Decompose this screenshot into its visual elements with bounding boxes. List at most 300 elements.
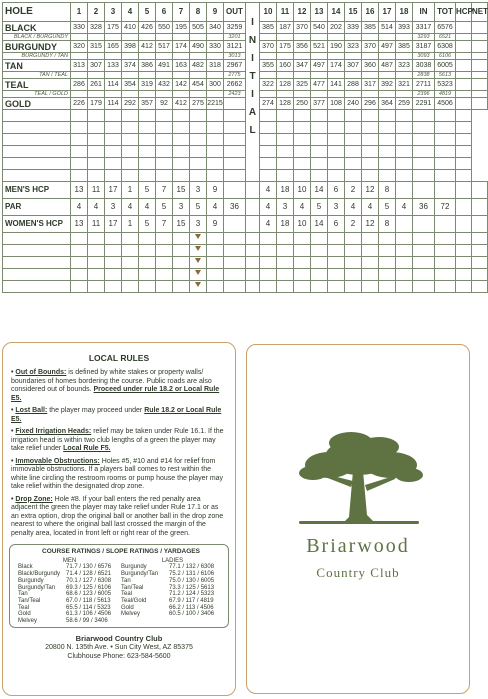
score-cell[interactable] xyxy=(379,110,396,122)
score-cell[interactable] xyxy=(396,110,413,122)
score-cell[interactable] xyxy=(456,146,472,158)
score-cell[interactable] xyxy=(345,233,362,245)
score-cell[interactable] xyxy=(472,233,488,245)
score-cell[interactable] xyxy=(260,122,277,134)
score-cell[interactable] xyxy=(311,245,328,257)
score-cell[interactable] xyxy=(173,245,190,257)
par-cell: 5 xyxy=(311,199,328,216)
score-cell[interactable] xyxy=(71,110,88,122)
ratings-ladies-header: LADIES xyxy=(161,557,184,564)
score-cell[interactable] xyxy=(71,146,88,158)
score-cell[interactable] xyxy=(294,233,311,245)
club-phone: Clubhouse Phone: 623-584-5600 xyxy=(67,652,171,660)
score-cell[interactable] xyxy=(156,134,173,146)
score-cell[interactable] xyxy=(413,122,435,134)
yardage-cell: 454 xyxy=(190,79,207,91)
score-cell[interactable] xyxy=(362,281,379,293)
score-cell[interactable] xyxy=(88,245,105,257)
score-cell[interactable] xyxy=(190,122,207,134)
score-cell[interactable] xyxy=(224,269,246,281)
score-cell[interactable] xyxy=(190,281,207,293)
yardage-cell: 259 xyxy=(396,98,413,110)
score-cell[interactable] xyxy=(328,233,345,245)
rating-tee: Melvey xyxy=(121,611,141,618)
score-cell[interactable] xyxy=(71,158,88,170)
score-cell[interactable] xyxy=(294,269,311,281)
score-cell[interactable] xyxy=(207,158,224,170)
womens-hcp-cell: 17 xyxy=(105,216,122,233)
score-cell[interactable] xyxy=(224,281,246,293)
womens-hcp-cell: 3 xyxy=(190,216,207,233)
score-cell[interactable] xyxy=(122,257,139,269)
score-cell[interactable] xyxy=(71,134,88,146)
score-cell[interactable] xyxy=(277,170,294,182)
combo-blank xyxy=(260,72,277,79)
score-cell[interactable] xyxy=(396,269,413,281)
score-cell[interactable] xyxy=(71,269,88,281)
score-cell[interactable] xyxy=(379,233,396,245)
score-cell[interactable] xyxy=(456,110,472,122)
score-cell[interactable] xyxy=(88,134,105,146)
score-cell[interactable] xyxy=(260,269,277,281)
score-cell[interactable] xyxy=(396,281,413,293)
score-cell[interactable] xyxy=(260,110,277,122)
yardage-cell: 2215 xyxy=(207,98,224,110)
score-cell[interactable] xyxy=(435,257,456,269)
score-cell[interactable] xyxy=(139,134,156,146)
score-cell[interactable] xyxy=(435,134,456,146)
score-cell[interactable] xyxy=(224,158,246,170)
score-cell[interactable] xyxy=(156,170,173,182)
score-cell[interactable] xyxy=(472,245,488,257)
score-cell[interactable] xyxy=(105,269,122,281)
score-cell[interactable] xyxy=(260,158,277,170)
score-cell[interactable] xyxy=(379,122,396,134)
rating-tee: Tan/Teal xyxy=(18,597,41,604)
score-cell[interactable] xyxy=(207,245,224,257)
score-cell[interactable] xyxy=(173,158,190,170)
score-cell[interactable] xyxy=(88,269,105,281)
score-cell[interactable] xyxy=(328,269,345,281)
in-yardage: 3038 xyxy=(413,60,435,72)
score-cell[interactable] xyxy=(345,146,362,158)
par-cell: 3 xyxy=(277,199,294,216)
score-cell[interactable] xyxy=(139,110,156,122)
yardage-cell: 393 xyxy=(396,22,413,34)
score-cell[interactable] xyxy=(190,110,207,122)
score-cell[interactable] xyxy=(105,134,122,146)
score-cell[interactable] xyxy=(311,110,328,122)
score-cell[interactable] xyxy=(156,281,173,293)
score-cell[interactable] xyxy=(472,257,488,269)
score-cell[interactable] xyxy=(3,170,71,182)
score-cell[interactable] xyxy=(173,233,190,245)
score-cell[interactable] xyxy=(277,233,294,245)
score-cell[interactable] xyxy=(3,110,71,122)
score-cell[interactable] xyxy=(190,233,207,245)
score-cell[interactable] xyxy=(311,158,328,170)
rating-row xyxy=(121,578,224,585)
score-cell[interactable] xyxy=(413,269,435,281)
score-cell[interactable] xyxy=(294,281,311,293)
score-cell[interactable] xyxy=(156,257,173,269)
score-cell[interactable] xyxy=(277,281,294,293)
score-cell[interactable] xyxy=(71,257,88,269)
score-cell[interactable] xyxy=(139,170,156,182)
score-cell[interactable] xyxy=(345,269,362,281)
score-cell[interactable] xyxy=(88,158,105,170)
score-cell[interactable] xyxy=(362,158,379,170)
score-cell[interactable] xyxy=(173,269,190,281)
score-cell[interactable] xyxy=(362,122,379,134)
score-cell[interactable] xyxy=(396,134,413,146)
score-cell[interactable] xyxy=(435,233,456,245)
score-cell[interactable] xyxy=(139,122,156,134)
score-cell[interactable] xyxy=(122,158,139,170)
score-cell[interactable] xyxy=(3,146,71,158)
score-cell[interactable] xyxy=(88,257,105,269)
score-cell[interactable] xyxy=(413,233,435,245)
score-cell[interactable] xyxy=(156,269,173,281)
score-cell[interactable] xyxy=(3,134,71,146)
score-cell[interactable] xyxy=(413,245,435,257)
ratings-men-header: MEN xyxy=(62,557,77,564)
score-cell[interactable] xyxy=(105,110,122,122)
score-cell[interactable] xyxy=(122,170,139,182)
score-cell[interactable] xyxy=(207,146,224,158)
score-cell[interactable] xyxy=(379,281,396,293)
score-cell[interactable] xyxy=(379,245,396,257)
score-cell[interactable] xyxy=(294,158,311,170)
score-cell[interactable] xyxy=(173,146,190,158)
score-cell[interactable] xyxy=(122,281,139,293)
score-cell[interactable] xyxy=(413,170,435,182)
score-cell[interactable] xyxy=(435,170,456,182)
score-cell[interactable] xyxy=(207,281,224,293)
score-cell[interactable] xyxy=(156,110,173,122)
score-cell[interactable] xyxy=(88,110,105,122)
score-cell[interactable] xyxy=(207,257,224,269)
rating-row xyxy=(18,611,121,618)
score-cell[interactable] xyxy=(362,269,379,281)
score-cell[interactable] xyxy=(139,146,156,158)
score-cell[interactable] xyxy=(71,281,88,293)
score-cell[interactable] xyxy=(379,158,396,170)
score-cell[interactable] xyxy=(345,281,362,293)
score-cell[interactable] xyxy=(190,170,207,182)
score-cell[interactable] xyxy=(71,233,88,245)
score-cell[interactable] xyxy=(277,269,294,281)
score-cell[interactable] xyxy=(311,269,328,281)
score-cell[interactable] xyxy=(173,170,190,182)
score-cell[interactable] xyxy=(294,110,311,122)
score-cell[interactable] xyxy=(260,245,277,257)
score-cell[interactable] xyxy=(379,134,396,146)
score-cell[interactable] xyxy=(156,158,173,170)
score-cell[interactable] xyxy=(362,134,379,146)
score-cell[interactable] xyxy=(379,269,396,281)
score-cell[interactable] xyxy=(435,146,456,158)
score-cell[interactable] xyxy=(456,122,472,134)
score-cell[interactable] xyxy=(345,134,362,146)
score-cell[interactable] xyxy=(345,110,362,122)
score-cell[interactable] xyxy=(156,245,173,257)
score-cell[interactable] xyxy=(190,134,207,146)
score-cell[interactable] xyxy=(413,110,435,122)
score-cell[interactable] xyxy=(88,281,105,293)
score-cell[interactable] xyxy=(328,281,345,293)
hole-number: 13 xyxy=(311,3,328,22)
score-cell[interactable] xyxy=(190,269,207,281)
score-cell[interactable] xyxy=(435,245,456,257)
score-cell[interactable] xyxy=(173,122,190,134)
score-cell[interactable] xyxy=(277,110,294,122)
score-cell[interactable] xyxy=(139,158,156,170)
score-cell[interactable] xyxy=(294,170,311,182)
score-cell[interactable] xyxy=(413,134,435,146)
score-cell[interactable] xyxy=(345,170,362,182)
combo-out: 3201 xyxy=(224,34,246,41)
score-cell[interactable] xyxy=(362,233,379,245)
combo-blank xyxy=(277,53,294,60)
score-cell[interactable] xyxy=(122,245,139,257)
score-cell[interactable] xyxy=(224,146,246,158)
score-cell[interactable] xyxy=(328,158,345,170)
score-cell[interactable] xyxy=(3,257,71,269)
score-cell[interactable] xyxy=(139,257,156,269)
score-cell[interactable] xyxy=(260,134,277,146)
score-cell[interactable] xyxy=(435,110,456,122)
score-cell[interactable] xyxy=(294,245,311,257)
score-cell[interactable] xyxy=(396,245,413,257)
score-cell[interactable] xyxy=(173,257,190,269)
score-cell[interactable] xyxy=(207,134,224,146)
score-cell[interactable] xyxy=(294,134,311,146)
score-cell[interactable] xyxy=(139,233,156,245)
score-cell[interactable] xyxy=(224,110,246,122)
score-cell[interactable] xyxy=(207,269,224,281)
score-cell[interactable] xyxy=(122,122,139,134)
score-cell[interactable] xyxy=(260,281,277,293)
score-cell[interactable] xyxy=(311,134,328,146)
combo-blank xyxy=(311,72,328,79)
score-cell[interactable] xyxy=(396,257,413,269)
score-cell[interactable] xyxy=(311,281,328,293)
score-cell[interactable] xyxy=(413,257,435,269)
score-cell[interactable] xyxy=(456,269,472,281)
yardage-cell: 292 xyxy=(122,98,139,110)
score-cell[interactable] xyxy=(456,134,472,146)
score-cell[interactable] xyxy=(224,122,246,134)
score-cell[interactable] xyxy=(311,170,328,182)
score-cell[interactable] xyxy=(139,245,156,257)
in-header: IN xyxy=(413,3,435,22)
score-cell[interactable] xyxy=(311,146,328,158)
score-cell[interactable] xyxy=(224,257,246,269)
score-cell[interactable] xyxy=(328,134,345,146)
score-cell[interactable] xyxy=(139,281,156,293)
score-cell[interactable] xyxy=(3,281,71,293)
yardage-cell: 174 xyxy=(328,60,345,72)
hole-number: 9 xyxy=(207,3,224,22)
score-cell[interactable] xyxy=(435,281,456,293)
score-cell[interactable] xyxy=(413,158,435,170)
score-cell[interactable] xyxy=(190,245,207,257)
score-cell[interactable] xyxy=(328,257,345,269)
score-cell[interactable] xyxy=(156,122,173,134)
score-cell[interactable] xyxy=(456,233,472,245)
score-cell[interactable] xyxy=(379,257,396,269)
score-cell[interactable] xyxy=(362,245,379,257)
score-cell[interactable] xyxy=(396,170,413,182)
score-cell[interactable] xyxy=(328,170,345,182)
score-cell[interactable] xyxy=(71,122,88,134)
yardage-cell: 174 xyxy=(173,41,190,53)
score-cell[interactable] xyxy=(122,134,139,146)
score-cell[interactable] xyxy=(311,257,328,269)
score-cell[interactable] xyxy=(472,269,488,281)
score-cell[interactable] xyxy=(396,158,413,170)
hole-number: 15 xyxy=(345,3,362,22)
score-cell[interactable] xyxy=(71,170,88,182)
score-cell[interactable] xyxy=(277,146,294,158)
yardage-cell: 187 xyxy=(277,22,294,34)
score-cell[interactable] xyxy=(122,146,139,158)
score-cell[interactable] xyxy=(224,134,246,146)
score-cell[interactable] xyxy=(122,269,139,281)
score-cell[interactable] xyxy=(88,146,105,158)
yardage-cell: 288 xyxy=(345,79,362,91)
score-cell[interactable] xyxy=(345,122,362,134)
score-cell[interactable] xyxy=(224,233,246,245)
score-cell[interactable] xyxy=(294,257,311,269)
score-cell[interactable] xyxy=(173,281,190,293)
score-cell[interactable] xyxy=(472,281,488,293)
mens-hcp-cell: 3 xyxy=(190,182,207,199)
score-cell[interactable] xyxy=(88,122,105,134)
score-cell[interactable] xyxy=(379,170,396,182)
score-cell[interactable] xyxy=(3,233,71,245)
score-cell[interactable] xyxy=(328,122,345,134)
score-cell[interactable] xyxy=(3,245,71,257)
score-cell[interactable] xyxy=(277,245,294,257)
score-cell[interactable] xyxy=(122,233,139,245)
par-out: 36 xyxy=(224,199,246,216)
combo-blank xyxy=(396,72,413,79)
yardage-cell: 133 xyxy=(105,60,122,72)
score-cell[interactable] xyxy=(328,146,345,158)
score-cell[interactable] xyxy=(260,170,277,182)
score-cell[interactable] xyxy=(345,257,362,269)
score-cell[interactable] xyxy=(88,233,105,245)
score-cell[interactable] xyxy=(224,170,246,182)
score-cell[interactable] xyxy=(277,257,294,269)
in-yardage: 3317 xyxy=(413,22,435,34)
combo-in: 3093 xyxy=(413,53,435,60)
score-cell[interactable] xyxy=(105,122,122,134)
score-cell[interactable] xyxy=(173,134,190,146)
score-cell[interactable] xyxy=(456,257,472,269)
score-cell[interactable] xyxy=(207,233,224,245)
score-cell[interactable] xyxy=(71,245,88,257)
womens-hcp-cell: 18 xyxy=(277,216,294,233)
score-cell[interactable] xyxy=(156,233,173,245)
score-cell[interactable] xyxy=(277,158,294,170)
score-cell[interactable] xyxy=(3,122,71,134)
score-cell[interactable] xyxy=(379,146,396,158)
score-cell[interactable] xyxy=(456,245,472,257)
score-cell[interactable] xyxy=(362,170,379,182)
score-cell[interactable] xyxy=(396,122,413,134)
score-cell[interactable] xyxy=(362,146,379,158)
score-cell[interactable] xyxy=(3,269,71,281)
score-cell[interactable] xyxy=(260,257,277,269)
score-cell[interactable] xyxy=(294,122,311,134)
score-cell[interactable] xyxy=(207,122,224,134)
par-cell: 4 xyxy=(362,199,379,216)
score-cell[interactable] xyxy=(362,257,379,269)
score-cell[interactable] xyxy=(260,233,277,245)
score-cell[interactable] xyxy=(3,158,71,170)
score-cell[interactable] xyxy=(105,146,122,158)
score-cell[interactable] xyxy=(207,170,224,182)
score-cell[interactable] xyxy=(328,245,345,257)
score-cell[interactable] xyxy=(456,158,472,170)
tee-row-teal xyxy=(3,79,488,91)
score-cell[interactable] xyxy=(435,158,456,170)
score-cell[interactable] xyxy=(190,146,207,158)
score-cell[interactable] xyxy=(105,170,122,182)
score-cell[interactable] xyxy=(277,134,294,146)
score-cell[interactable] xyxy=(105,233,122,245)
score-cell[interactable] xyxy=(105,281,122,293)
score-cell[interactable] xyxy=(277,122,294,134)
score-cell[interactable] xyxy=(362,110,379,122)
score-cell[interactable] xyxy=(413,146,435,158)
score-cell[interactable] xyxy=(396,146,413,158)
score-cell[interactable] xyxy=(88,170,105,182)
score-cell[interactable] xyxy=(260,146,277,158)
score-cell[interactable] xyxy=(396,233,413,245)
yardage-cell: 160 xyxy=(277,60,294,72)
score-cell[interactable] xyxy=(328,110,345,122)
score-cell[interactable] xyxy=(190,158,207,170)
score-cell[interactable] xyxy=(456,281,472,293)
score-cell[interactable] xyxy=(122,110,139,122)
score-cell[interactable] xyxy=(311,233,328,245)
combo-blank xyxy=(71,53,88,60)
score-cell[interactable] xyxy=(207,110,224,122)
score-cell[interactable] xyxy=(173,110,190,122)
score-cell[interactable] xyxy=(345,245,362,257)
score-cell[interactable] xyxy=(435,122,456,134)
score-cell[interactable] xyxy=(456,170,472,182)
score-cell[interactable] xyxy=(105,245,122,257)
score-cell[interactable] xyxy=(311,122,328,134)
score-cell[interactable] xyxy=(139,269,156,281)
combo-blank xyxy=(105,91,122,98)
score-cell[interactable] xyxy=(435,269,456,281)
score-cell[interactable] xyxy=(413,281,435,293)
score-cell[interactable] xyxy=(190,257,207,269)
tee-row-tan xyxy=(3,60,488,72)
score-cell[interactable] xyxy=(294,146,311,158)
score-cell[interactable] xyxy=(156,146,173,158)
score-cell[interactable] xyxy=(224,245,246,257)
score-cell[interactable] xyxy=(105,158,122,170)
score-cell[interactable] xyxy=(345,158,362,170)
score-cell[interactable] xyxy=(105,257,122,269)
